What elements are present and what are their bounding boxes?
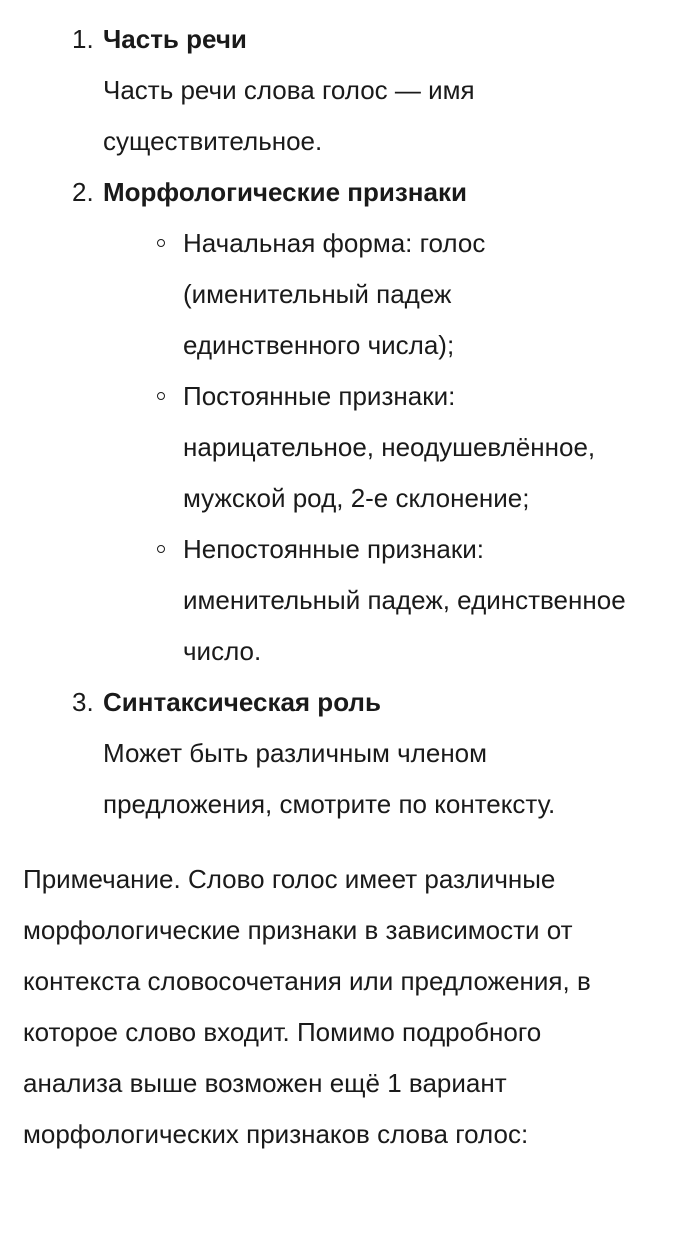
circle-bullet-icon	[157, 239, 165, 247]
note-line: морфологических признаков слова голос:	[23, 1119, 529, 1149]
sub-item-text	[183, 218, 675, 371]
text-line: Непостоянные признаки:	[183, 534, 484, 564]
sub-item-text	[183, 524, 675, 677]
text-line: единственного числа);	[183, 330, 455, 360]
text-line: именительный падеж, единственное	[183, 585, 626, 615]
list-number: 1.	[72, 24, 94, 54]
text-line: мужской род, 2-е склонение;	[183, 483, 530, 513]
note-line: которое слово входит. Помимо подробного	[23, 1017, 542, 1047]
list-item-syntactic-role	[0, 677, 675, 830]
section-heading: Синтаксическая роль	[103, 687, 381, 717]
list-item-part-of-speech	[0, 14, 675, 167]
text-line: предложения, смотрите по контексту.	[103, 789, 556, 819]
note-line: морфологические признаки в зависимости от	[23, 915, 573, 945]
document-body	[0, 14, 675, 830]
list-number: 2.	[72, 177, 94, 207]
list-number: 3.	[72, 687, 94, 717]
note-line: Примечание. Слово голос имеет различные	[23, 864, 556, 894]
text-line: Часть речи слова голос — имя	[103, 75, 475, 105]
sub-list-item	[183, 218, 675, 371]
text-line: существительное.	[103, 126, 323, 156]
text-line: Постоянные признаки:	[183, 381, 456, 411]
section-text	[103, 65, 623, 167]
circle-bullet-icon	[157, 392, 165, 400]
section-heading: Морфологические признаки	[103, 177, 467, 207]
sub-list-item	[183, 371, 675, 524]
text-line: нарицательное, неодушевлённое,	[183, 432, 596, 462]
section-text	[103, 728, 623, 830]
section-heading: Часть речи	[103, 24, 247, 54]
circle-bullet-icon	[157, 545, 165, 553]
list-item-morphological-features	[0, 167, 675, 677]
sub-item-text	[183, 371, 675, 524]
sub-list-item	[183, 524, 675, 677]
text-line: (именительный падеж	[183, 279, 452, 309]
text-line: число.	[183, 636, 262, 666]
text-line: Начальная форма: голос	[183, 228, 486, 258]
note-line: контекста словосочетания или предложения, в	[23, 966, 591, 996]
note-paragraph	[23, 854, 663, 1160]
text-line: Может быть различным членом	[103, 738, 488, 768]
note-line: анализа выше возможен ещё 1 вариант	[23, 1068, 507, 1098]
